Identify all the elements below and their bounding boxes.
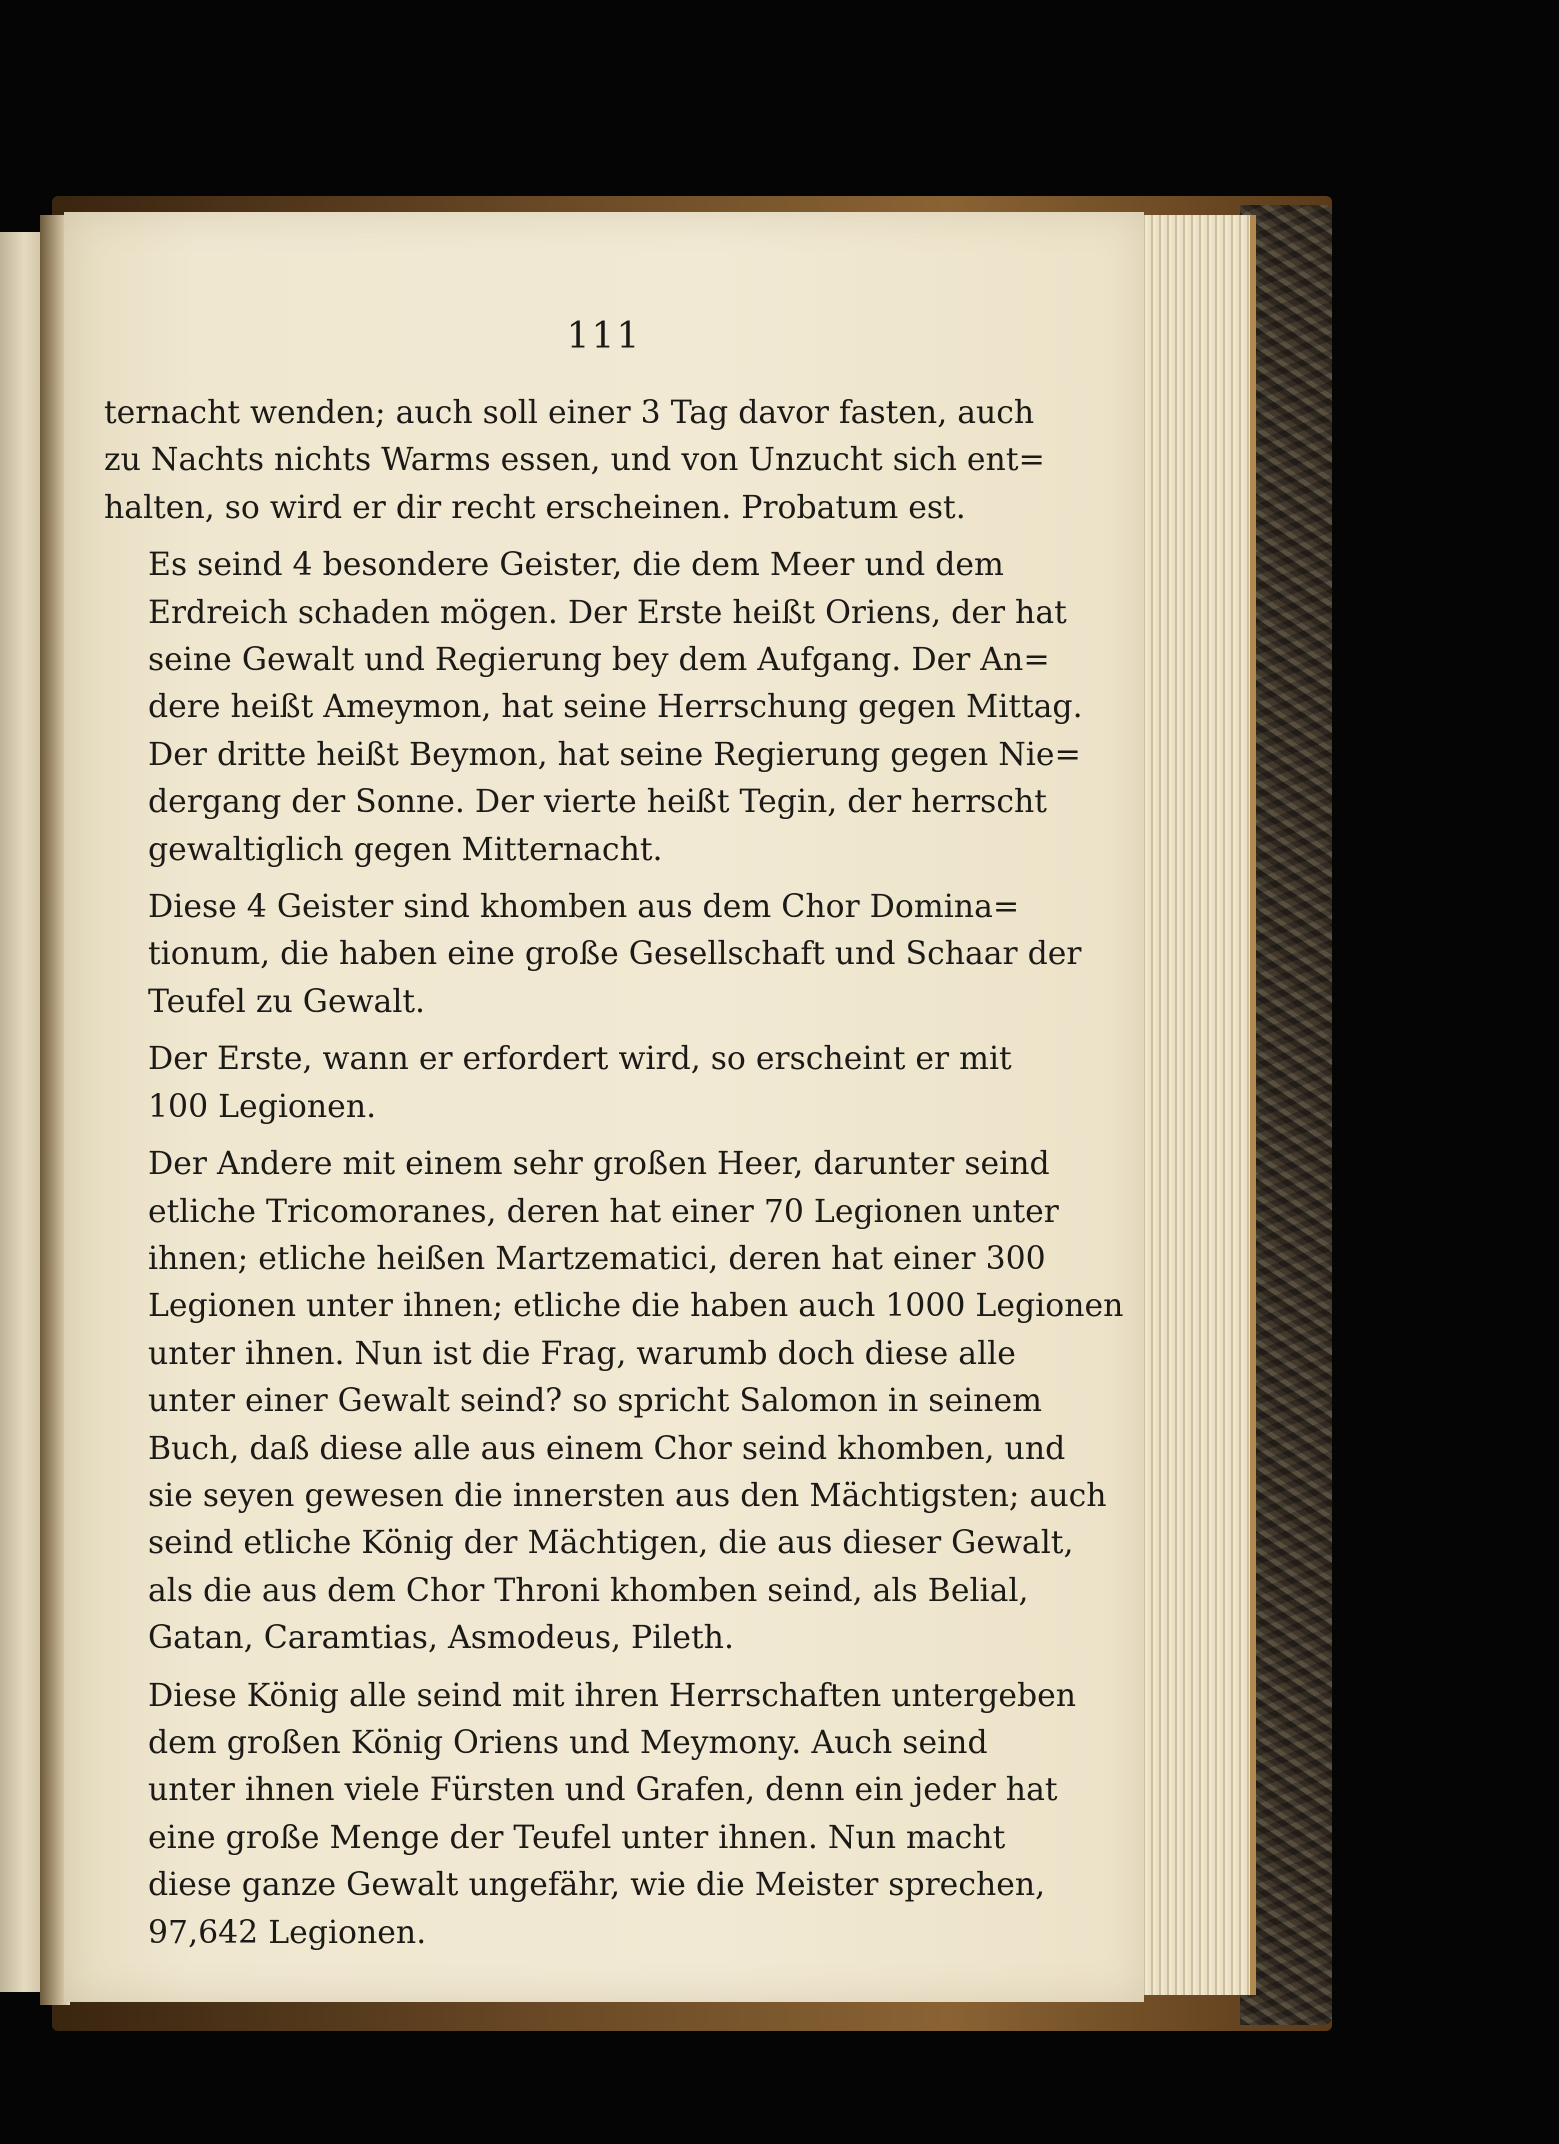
text-line: als die aus dem Chor Throni khomben seind, als Belial,	[148, 1572, 1029, 1609]
paragraph	[104, 542, 1084, 874]
text-line: diese ganze Gewalt ungefähr, wie die Meister sprechen,	[148, 1867, 1046, 1904]
text-line: dergang der Sonne. Der vierte heißt Tegin, der herrscht	[148, 784, 1047, 821]
text-line: Diese 4 Geister sind khomben aus dem Chor Domina=	[148, 889, 1020, 926]
text-line: ternacht wenden; auch soll einer 3 Tag davor fasten, auch	[104, 395, 1035, 431]
page-text	[104, 390, 1124, 1967]
text-line: Diese König alle seind mit ihren Herrschaften untergeben	[148, 1677, 1077, 1714]
paragraph	[104, 1036, 1084, 1131]
text-line: seine Gewalt und Regierung bey dem Aufgang. Der An=	[148, 642, 1050, 679]
text-line: Buch, daß diese alle aus einem Chor seind khomben, und	[148, 1430, 1066, 1467]
book-page	[64, 212, 1144, 2002]
text-line: etliche Tricomoranes, deren hat einer 70 Legionen unter	[148, 1193, 1059, 1230]
text-line: tionum, die haben eine große Gesellschaft und Schaar der	[148, 936, 1082, 973]
text-line: Der Andere mit einem sehr großen Heer, darunter seind	[148, 1146, 1050, 1183]
text-line: gewaltiglich gegen Mitternacht.	[148, 831, 663, 868]
text-line: Legionen unter ihnen; etliche die haben auch 1000 Legionen	[148, 1288, 1124, 1325]
paragraph	[104, 390, 1084, 532]
text-line: Es seind 4 besondere Geister, die dem Meer und dem	[148, 547, 1004, 584]
text-line: ihnen; etliche heißen Martzematici, deren hat einer 300	[148, 1240, 1046, 1277]
text-line: unter ihnen viele Fürsten und Grafen, denn ein jeder hat	[148, 1772, 1058, 1809]
text-line: Der Erste, wann er erfordert wird, so erscheint er mit	[148, 1041, 1012, 1078]
text-line: sie seyen gewesen die innersten aus den Mächtigsten; auch	[148, 1477, 1107, 1514]
paragraph	[104, 884, 1084, 1026]
text-line: 97,642 Legionen.	[148, 1914, 427, 1951]
paragraph	[104, 1141, 1124, 1662]
paragraph	[104, 1673, 1084, 1957]
text-line: Teufel zu Gewalt.	[148, 983, 426, 1020]
text-line: dem großen König Oriens und Meymony. Auch seind	[148, 1724, 988, 1761]
text-line: 100 Legionen.	[148, 1088, 377, 1125]
text-line: seind etliche König der Mächtigen, die aus dieser Gewalt,	[148, 1525, 1074, 1562]
facing-page-edge	[0, 232, 40, 1992]
text-line: zu Nachts nichts Warms essen, und von Unzucht sich ent=	[104, 442, 1045, 479]
page-stack-edges	[1140, 215, 1256, 1995]
text-line: Erdreich schaden mögen. Der Erste heißt Oriens, der hat	[148, 594, 1067, 631]
text-line: eine große Menge der Teufel unter ihnen. Nun macht	[148, 1819, 1006, 1856]
text-line: dere heißt Ameymon, hat seine Herrschung gegen Mittag.	[148, 689, 1083, 726]
text-line: Der dritte heißt Beymon, hat seine Regierung gegen Nie=	[148, 736, 1081, 773]
text-line: unter einer Gewalt seind? so spricht Salomon in seinem	[148, 1383, 1042, 1420]
page-number: 111	[566, 316, 642, 357]
text-line: unter ihnen. Nun ist die Frag, warumb doch diese alle	[148, 1335, 1016, 1372]
text-line: Gatan, Caramtias, Asmodeus, Pileth.	[148, 1620, 734, 1657]
text-line: halten, so wird er dir recht erscheinen. Probatum est.	[104, 489, 966, 526]
